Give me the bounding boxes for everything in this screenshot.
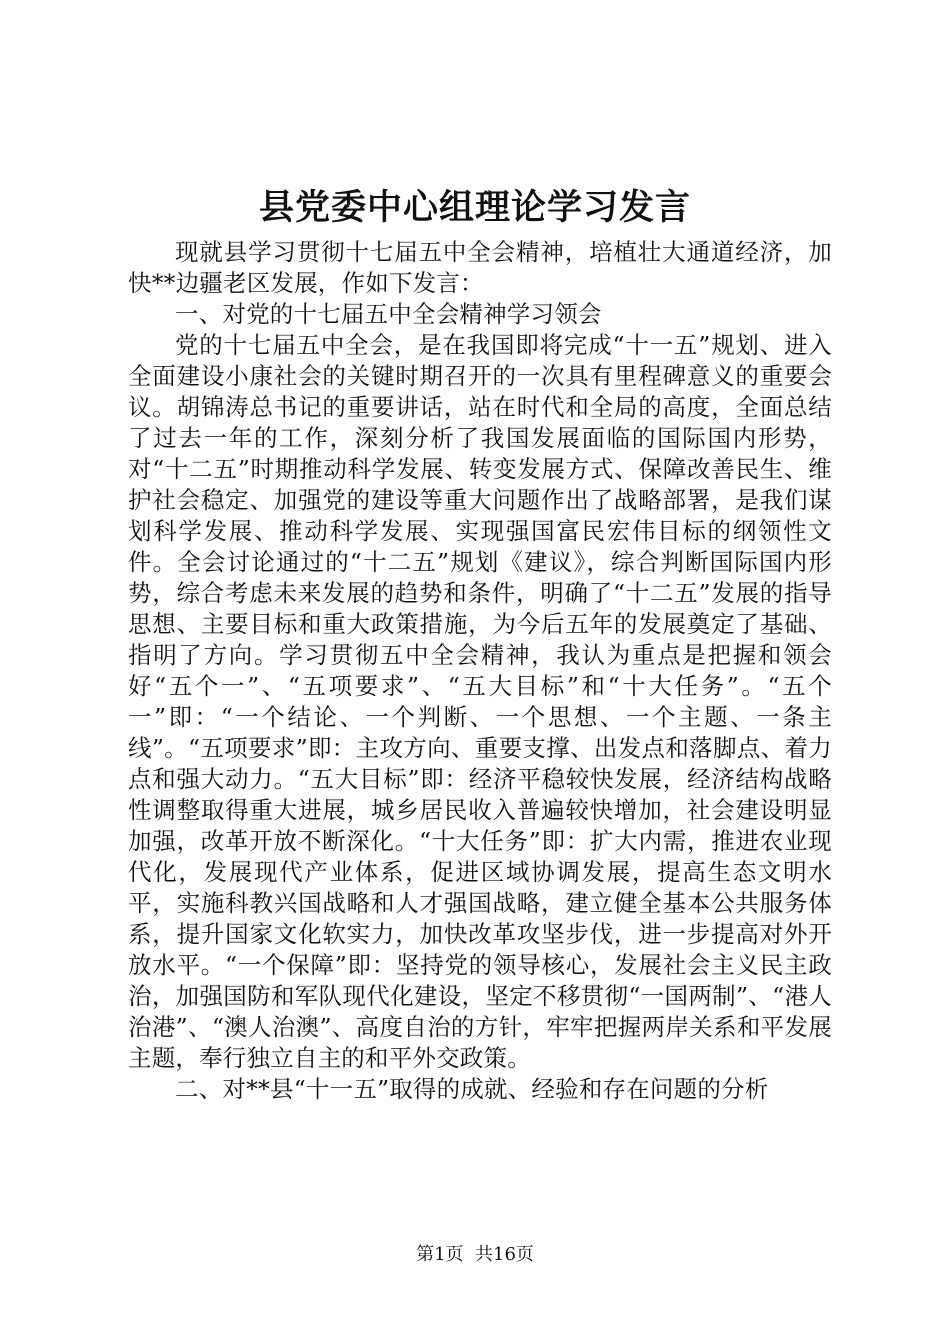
page-number: 第1页 <box>416 1244 464 1265</box>
section-heading-1: 一、对党的十七届五中全会精神学习领会 <box>175 300 602 328</box>
page-total: 共16页 <box>475 1244 534 1265</box>
page-footer <box>0 1243 950 1267</box>
section-heading-2: 二、对**县“十一五”取得的成就、经验和存在问题的分析 <box>175 1075 769 1103</box>
document-title: 县党委中心组理论学习发言 <box>258 187 691 228</box>
body-paragraph: 党的十七届五中全会，是在我国即将完成“十一五”规划、进入全面建设小康社会的关键时期召开的一次具有里程碑意义的重要会议。胡锦涛总书记的重要讲话，站在时代和全局的高度，全面总结了过去一年的工作，深刻分析了我国发展面临的国际国内形势，对“十二五”时期推动科学发展、转变发展方式、保障改善民生、维护社会稳定、加强党的建设等重大问题作出了战略部署，是我们谋划科学发展、推动科学发展、实现强国富民宏伟目标的纲领性文件。全会讨论通过的“十二五”规划《建议》，综合判断国际国内形势，综合考虑未来发展的趋势和条件，明确了“十二五”发展的指导思想、主要目标和重大政策措施，为今后五年的发展奠定了基础、指明了方向。学习贯彻五中全会精神，我认为重点是把握和领会好“五个一”、“五项要求”、“五大目标”和“十大任务”。“五个一”即：“一个结论、一个判断、一个思想、一个主题、一条主线”。“五项要求”即：主攻方向、重要支撑、出发点和落脚点、着力点和强大动力。“五大目标”即：经济平稳较快发展，经济结构战略性调整取得重大进展，城乡居民收入普遍较快增加，社会建设明显加强，改革开放不断深化。“十大任务”即：扩大内需，推进农业现代化，发展现代产业体系，促进区域协调发展，提高生态文明水平，实施科教兴国战略和人才强国战略，建立健全基本公共服务体系，提升国家文化软实力，加快改革攻坚步伐，进一步提高对外开放水平。“一个保障”即：坚持党的领导核心，发展社会主义民主政治，加强国防和军队现代化建设，坚定不移贯彻“一国两制”、“港人治港”、“澳人治澳”、高度自治的方针，牢牢把握两岸关系和平发展主题，奉行独立自主的和平外交政策。 <box>128 331 832 1072</box>
document-body <box>128 237 832 1105</box>
intro-paragraph: 现就县学习贯彻十七届五中全会精神，培植壮大通道经济，加快**边疆老区发展，作如下发言： <box>128 238 832 297</box>
